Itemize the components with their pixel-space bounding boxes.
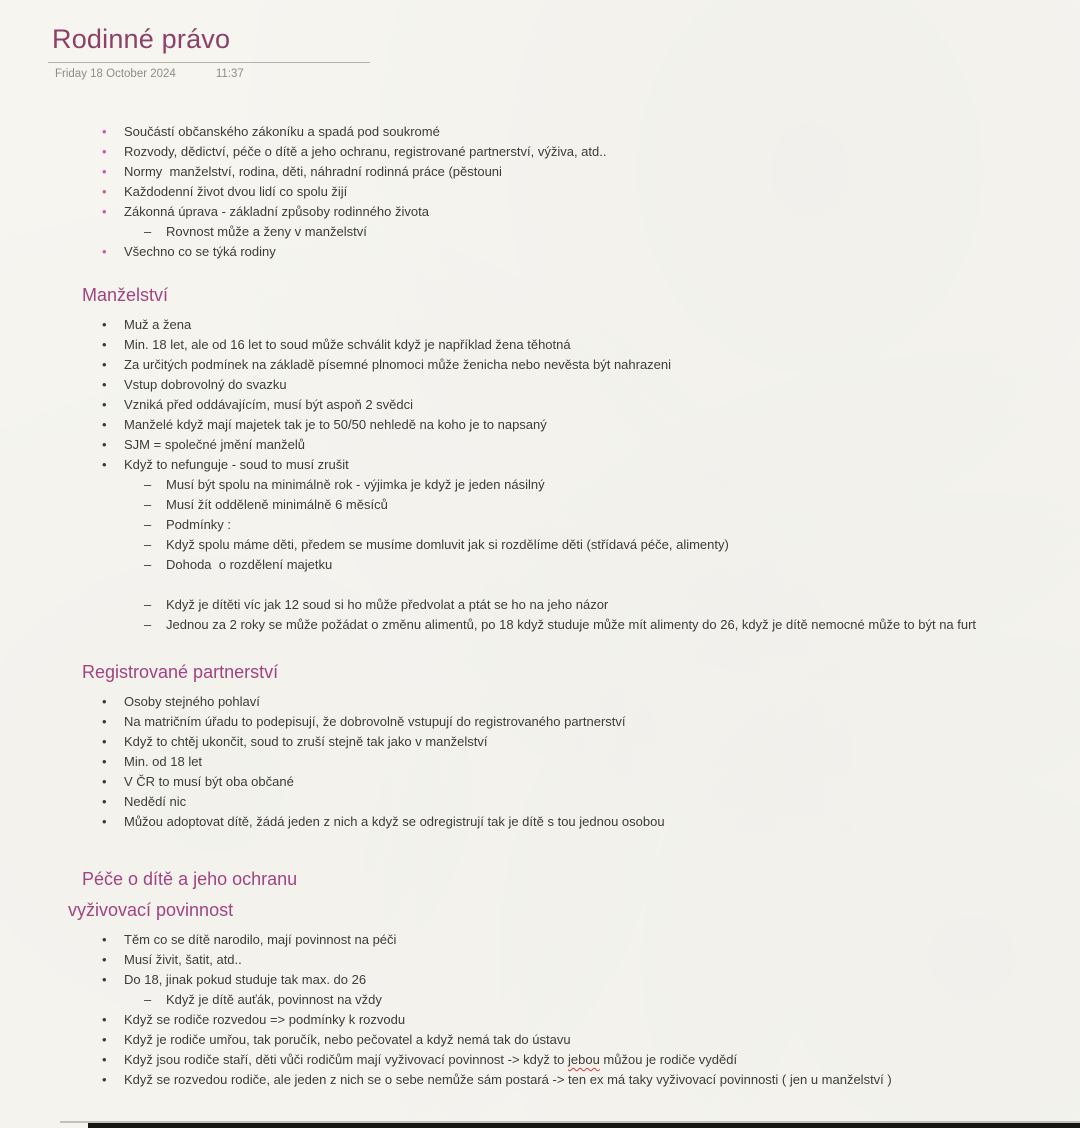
note-time: 11:37	[215, 68, 244, 80]
list-item	[88, 395, 1050, 415]
note-header	[0, 0, 1080, 80]
list-item-text: Manželé když mají majetek tak je to 50/50 nehledě na koho je to napsaný	[124, 417, 547, 432]
list-item	[88, 142, 1050, 162]
title-underline	[48, 62, 370, 63]
list-item-text: Za určitých podmínek na základě písemné plnomoci může ženicha nebo nevěsta být nahrazeni	[124, 357, 672, 372]
list-item	[88, 315, 1050, 335]
bullet-marker: •	[102, 244, 107, 259]
list-item-text: Rozvody, dědictví, péče o dítě a jeho ochranu, registrované partnerství, výživa, atd..	[124, 144, 607, 159]
list-item	[88, 555, 1050, 575]
dash-marker: –	[144, 224, 152, 239]
list-item	[88, 752, 1050, 772]
blank-line	[88, 575, 1050, 595]
list-item	[88, 692, 1050, 712]
list-item	[88, 1010, 1050, 1030]
list-item	[88, 495, 1050, 515]
list-item	[88, 970, 1050, 990]
list-item-text: Osoby stejného pohlaví	[124, 694, 260, 709]
dash-marker: –	[144, 477, 152, 492]
list-item	[88, 435, 1050, 455]
list-item-text: Zákonná úprava - základní způsoby rodinného života	[124, 204, 429, 219]
dash-marker: –	[144, 517, 152, 532]
list-item-text: Na matričním úřadu to podepisují, že dobrovolně vstupují do registrovaného partnerství	[124, 714, 626, 729]
bullet-marker: •	[102, 184, 107, 199]
list-item-text: Vzniká před oddávajícím, musí být aspoň 2 svědci	[124, 397, 414, 412]
dash-marker: –	[144, 497, 152, 512]
list-item	[88, 772, 1050, 792]
list-item-text: Každodenní život dvou lidí co spolu žijí	[124, 184, 348, 199]
dash-marker: –	[144, 537, 152, 552]
list-item-text: Dohoda o rozdělení majetku	[166, 557, 333, 572]
dash-marker: –	[144, 617, 152, 632]
note-section-pece-o-dite	[68, 866, 1050, 1090]
list-item-text: Muž a žena	[124, 317, 192, 332]
list-item-text: Min. 18 let, ale od 16 let to soud může schválit když je například žena těhotná	[124, 337, 571, 352]
bullet-marker: •	[102, 204, 107, 219]
misspelled-word: jebou	[567, 1052, 600, 1067]
list-item-text: Jednou za 2 roky se může požádat o změnu alimentů, po 18 když studuje může mít alimenty do 26, když je dítě nemocné může to být na furt	[166, 617, 977, 632]
bullet-marker: •	[102, 932, 107, 947]
list-item	[88, 950, 1050, 970]
bullet-marker: •	[102, 1052, 107, 1067]
list-item-text: Když se rodiče rozvedou => podmínky k rozvodu	[124, 1012, 406, 1027]
list-item	[88, 242, 1050, 262]
list-item-text: Když to chtěj ukončit, soud to zruší stejně tak jako v manželství	[124, 734, 488, 749]
list-item-text: Podmínky :	[166, 517, 232, 532]
bullet-marker: •	[102, 814, 107, 829]
list-item	[88, 812, 1050, 832]
list-item	[88, 375, 1050, 395]
bullet-marker: •	[102, 774, 107, 789]
bullet-marker: •	[102, 1012, 107, 1027]
list-item	[88, 1050, 1050, 1070]
list-item-text: Můžou adoptovat dítě, žádá jeden z nich a když se odregistrují tak je dítě s tou jednou osobou	[124, 814, 665, 829]
note-section-registrovane-partnerstvi	[82, 659, 1050, 832]
list-item	[88, 595, 1050, 615]
bullet-marker: •	[102, 694, 107, 709]
section-heading: Registrované partnerství	[82, 662, 279, 682]
dash-marker: –	[144, 992, 152, 1007]
list-item	[88, 712, 1050, 732]
list-item	[88, 222, 1050, 242]
list-item	[88, 455, 1050, 475]
list-item-text: Musí žít odděleně minimálně 6 měsíců	[166, 497, 388, 512]
list-item	[88, 615, 1050, 635]
list-item-text: Do 18, jinak pokud studuje tak max. do 26	[124, 972, 367, 987]
note-date: Friday 18 October 2024	[55, 68, 176, 80]
bullet-marker: •	[102, 357, 107, 372]
bullet-marker: •	[102, 164, 107, 179]
list-item	[88, 335, 1050, 355]
section-heading: Manželství	[82, 285, 169, 305]
bullet-marker: •	[102, 437, 107, 452]
list-item-text: Musí být spolu na minimálně rok - výjimka je když je jeden násilný	[166, 477, 545, 492]
list-item-text: Když je rodiče umřou, tak poručík, nebo pečovatel a když nemá tak do ústavu	[124, 1032, 571, 1047]
bullet-marker: •	[102, 377, 107, 392]
list-item	[88, 792, 1050, 812]
list-item	[88, 930, 1050, 950]
list-item	[88, 515, 1050, 535]
list-item	[88, 990, 1050, 1010]
list-item	[88, 182, 1050, 202]
list-item-text: V ČR to musí být oba občané	[124, 774, 294, 789]
list-item-text: Všechno co se týká rodiny	[124, 244, 276, 259]
list-item	[88, 162, 1050, 182]
list-item-text: Když spolu máme děti, předem se musíme domluvit jak si rozdělíme děti (střídavá péče, alimenty)	[166, 537, 729, 552]
list-item-text: Když je dítě auťák, povinnost na vždy	[166, 992, 382, 1007]
list-item-text: Min. od 18 let	[124, 754, 203, 769]
bullet-marker: •	[102, 972, 107, 987]
list-item	[88, 355, 1050, 375]
dash-marker: –	[144, 557, 152, 572]
bullet-marker: •	[102, 144, 107, 159]
list-item	[88, 122, 1050, 142]
bullet-marker: •	[102, 1072, 107, 1087]
bullet-marker: •	[102, 952, 107, 967]
section-heading: Péče o dítě a jeho ochranu	[82, 869, 298, 889]
list-item	[88, 475, 1050, 495]
list-item-text: Když to nefunguje - soud to musí zrušit	[124, 457, 349, 472]
list-item	[88, 1070, 1050, 1090]
list-item	[88, 535, 1050, 555]
bullet-marker: •	[102, 397, 107, 412]
list-item-text: Když je dítěti víc jak 12 soud si ho může předvolat a ptát se ho na jeho názor	[166, 597, 609, 612]
bullet-marker: •	[102, 317, 107, 332]
section-subheading: vyživovací povinnost	[68, 900, 234, 920]
bullet-marker: •	[102, 754, 107, 769]
list-item-text: Když jsou rodiče staří, děti vůči rodičům mají vyživovací povinnost -> když to jebou můžou je rodiče vydědí	[124, 1052, 738, 1067]
bullet-marker: •	[102, 124, 107, 139]
note-section-manzelstvi	[82, 282, 1050, 635]
bullet-marker: •	[102, 734, 107, 749]
bullet-marker: •	[102, 337, 107, 352]
list-item-text: Těm co se dítě narodilo, mají povinnost na péči	[124, 932, 397, 947]
note-meta	[52, 68, 1080, 80]
note-section-intro	[88, 122, 1050, 262]
note-body	[0, 122, 1080, 1090]
list-item	[88, 202, 1050, 222]
page-bottom-edge	[88, 1123, 1080, 1128]
bullet-marker: •	[102, 457, 107, 472]
list-item-text: Když se rozvedou rodiče, ale jeden z nich se o sebe nemůže sám postará -> ten ex má taky vyživovací povinnosti ( jen u manželství )	[124, 1072, 892, 1087]
list-item	[88, 1030, 1050, 1050]
list-item-text: Normy manželství, rodina, děti, náhradní rodinná práce (pěstouni	[124, 164, 502, 179]
bullet-marker: •	[102, 794, 107, 809]
list-item-text: Musí živit, šatit, atd..	[124, 952, 242, 967]
bullet-marker: •	[102, 714, 107, 729]
list-item	[88, 415, 1050, 435]
list-item-text: Rovnost může a ženy v manželství	[166, 224, 367, 239]
list-item-text: Nedědí nic	[124, 794, 187, 809]
list-item-text: Vstup dobrovolný do svazku	[124, 377, 287, 392]
list-item-text: SJM = společné jmění manželů	[124, 437, 306, 452]
bullet-marker: •	[102, 1032, 107, 1047]
list-item-text: Součástí občanského zákoníku a spadá pod soukromé	[124, 124, 440, 139]
list-item	[88, 732, 1050, 752]
dash-marker: –	[144, 597, 152, 612]
page-title: Rodinné právo	[52, 24, 231, 54]
bullet-marker: •	[102, 417, 107, 432]
